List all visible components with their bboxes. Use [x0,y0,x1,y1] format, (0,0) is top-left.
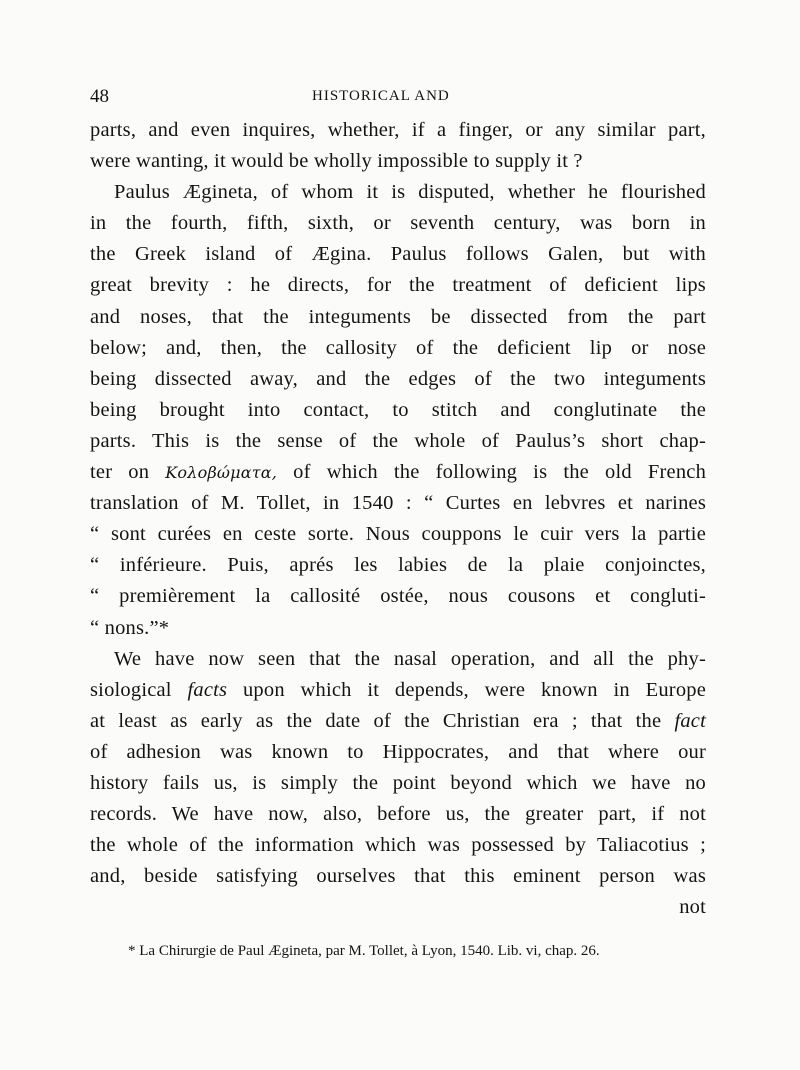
text-line: below; and, then, the callosity of the deficient lip or nose [90,336,706,359]
text-fragment: of which the following is the old French [293,461,707,484]
text-line: Paulus Ægineta, of whom it is disputed, whether he flourished [114,181,706,204]
text-line: and noses, that the integuments be dissected from the part [90,305,706,328]
text-line [90,457,706,488]
text-fragment: ter on [90,461,150,484]
text-line: and, beside satisfying ourselves that this eminent person was [90,865,706,888]
text-line: “ sont curées en ceste sorte. Nous couppons le cuir vers la partie [90,523,706,546]
text-line: history fails us, is simply the point beyond which we have no [90,771,706,794]
catchword: not [679,896,706,919]
text-line: the whole of the information which was possessed by Taliacotius ; [90,834,706,857]
text-line: “ inférieure. Puis, aprés les labies de la plaie conjoinctes, [90,554,706,577]
page-header [90,86,706,116]
text-line: were wanting, it would be wholly impossible to supply it ? [90,150,583,173]
text-line: being dissected away, and the edges of the two integuments [90,367,706,390]
running-head: HISTORICAL AND [312,88,450,104]
text-line [90,706,706,737]
footnote: * La Chirurgie de Paul Ægineta, par M. Tollet, à Lyon, 1540. Lib. vi, chap. 26. [128,943,600,959]
text-fragment: at least as early as the date of the Christian era ; that the [90,709,662,732]
text-line: the Greek island of Ægina. Paulus follows Galen, but with [90,243,706,266]
text-line: “ nons.”* [90,616,170,639]
italic-word: facts [187,678,228,701]
text-line: “ premièrement la callosité ostée, nous cousons et congluti- [90,585,706,608]
text-line: of adhesion was known to Hippocrates, and that where our [90,740,706,763]
text-line: records. We have now, also, before us, the greater part, if not [90,803,706,826]
italic-word: fact [674,709,706,732]
text-fragment: siological [90,678,172,701]
text-line [90,675,706,706]
body-text [90,115,706,923]
greek-term: Κολοβώματα, [165,463,278,483]
text-line: being brought into contact, to stitch and conglutinate the [90,398,706,421]
page-number: 48 [90,86,109,107]
text-line: parts. This is the sense of the whole of Paulus’s short chap- [90,429,706,452]
text-line: in the fourth, fifth, sixth, or seventh century, was born in [90,212,706,235]
text-line: translation of M. Tollet, in 1540 : “ Curtes en lebvres et narines [90,492,706,515]
text-line: great brevity : he directs, for the treatment of deficient lips [90,274,706,297]
text-line: parts, and even inquires, whether, if a finger, or any similar part, [90,119,706,141]
text-fragment: upon which it depends, were known in Europe [242,678,707,701]
text-line: We have now seen that the nasal operation, and all the phy- [114,647,706,670]
